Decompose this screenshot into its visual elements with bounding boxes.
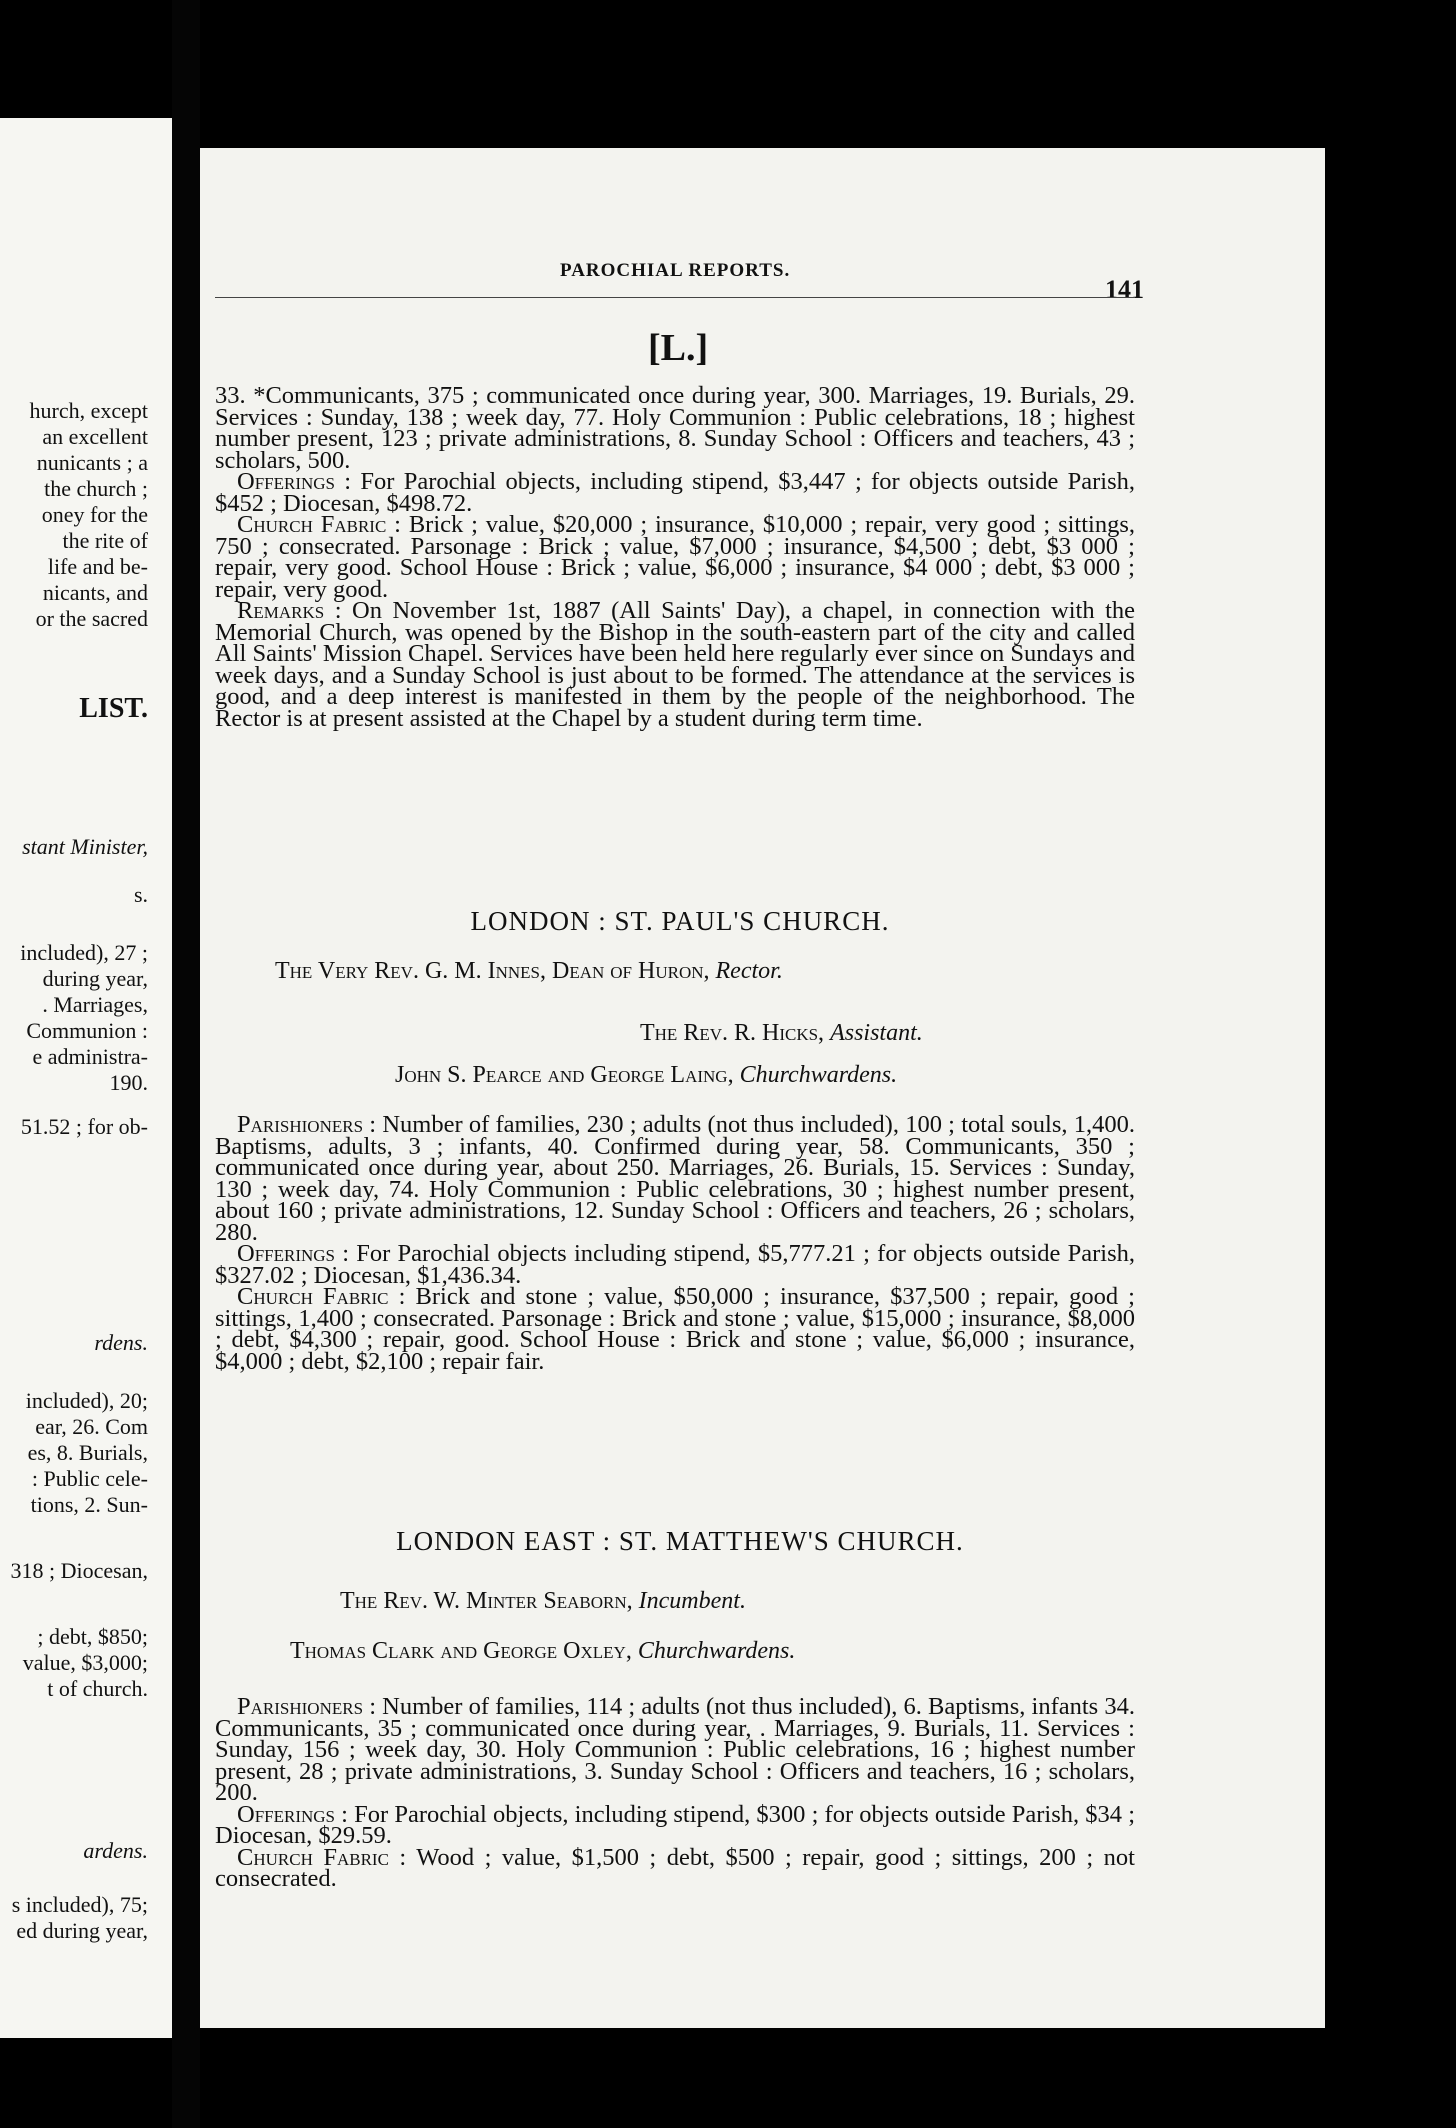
remarks-text: On November 1st, 1887 (All Saints' Day), a chapel, in connection with the Memorial Church, was opened by the Bishop in the south-eastern part of the city and called All Saints' Mission Chapel. Services have been held here regularly ever since on Sundays and week days, and a Sunday School is just about to be formed. The attendance at the services is good, and a deep interest is manifested in them by the people of the neighborhood. The Rector is at present assisted at the Chapel by a student during term time.: [215, 597, 1136, 732]
left-page-line: rdens.: [94, 1330, 148, 1355]
church-fabric-paragraph: [215, 1843, 1135, 1892]
offerings-text: For Parochial objects, including stipend, $300 ; for objects outside Parish, $34 ; Diocesan, $29.59.: [215, 1800, 1135, 1849]
first-entry: [215, 382, 1136, 732]
church-fabric-label: Church Fabric :: [237, 1283, 406, 1310]
left-page-line: or the sacred: [35, 606, 148, 631]
church-fabric-paragraph: [215, 511, 1135, 603]
church-fabric-label: Church Fabric :: [237, 1843, 407, 1871]
left-page-line: hurch, except: [29, 398, 148, 423]
remarks-label: Remarks :: [237, 597, 342, 624]
left-page-fragment: [0, 118, 172, 2038]
assistant-name: The Rev. R. Hicks,: [640, 1020, 825, 1046]
left-page-line: s included), 75;: [11, 1892, 148, 1917]
wardens-role: Churchwardens.: [637, 1638, 796, 1664]
left-page-line: tions, 2. Sun-: [30, 1492, 148, 1517]
st-pauls-heading: LONDON : ST. PAUL'S CHURCH.: [470, 906, 890, 936]
left-page-line: oney for the: [41, 502, 148, 527]
left-page-line: t of church.: [47, 1676, 148, 1701]
assistant-role: Assistant.: [830, 1020, 923, 1046]
church-fabric-paragraph: [215, 1283, 1135, 1375]
communicants-paragraph: 33. *Communicants, 375 ; communicated once during year, 300. Marriages, 19. Burials, 29. Services : Sunday, 138 ; week day, 77. Holy Communion : Public celebrations, 18 ; highest number present, 123 ; private administrations, 8. Sunday School : Officers and teachers, 43 ; scholars, 500.: [215, 382, 1135, 474]
remarks-paragraph: [215, 597, 1136, 732]
st-matthews-heading: LONDON EAST : ST. MATTHEW'S CHURCH.: [396, 1526, 964, 1556]
incumbent-line: [340, 1588, 746, 1615]
wardens-names: Thomas Clark and George Oxley,: [290, 1638, 632, 1664]
rector-role: Rector.: [715, 958, 783, 984]
st-pauls-wardens-line: [395, 1062, 897, 1089]
parishioners-text: Number of families, 114 ; adults (not thus included), 6. Baptisms, infants 34. Communicants, 35 ; communicated once during year, . Marriages, 9. Burials, 11. Services : Sunday, 156 ; week day, 30. Holy Communion : Public celebrations, 16 ; highest number present, 28 ; private administrations, 3. Sunday School : Officers and teachers, 16 ; scholars, 200.: [215, 1693, 1135, 1806]
offerings-paragraph: [215, 1800, 1135, 1849]
left-page-line: during year,: [42, 966, 148, 991]
left-page-line: stant Minister,: [22, 834, 148, 859]
book-gutter: [172, 0, 200, 2128]
left-page-line: 318 ; Diocesan,: [10, 1558, 148, 1583]
left-page-line: ed during year,: [16, 1918, 148, 1943]
left-page-line: 190.: [109, 1070, 148, 1095]
church-fabric-label: Church Fabric :: [237, 511, 401, 538]
church-fabric-text: Wood ; value, $1,500 ; debt, $500 ; repair, good ; sittings, 200 ; not consecrated.: [215, 1843, 1135, 1892]
left-page-line: value, $3,000;: [22, 1650, 148, 1675]
incumbent-role: Incumbent.: [638, 1588, 746, 1614]
offerings-label: Offerings :: [237, 1800, 348, 1828]
wardens-names: John S. Pearce and George Laing,: [395, 1062, 734, 1088]
wardens-role: Churchwardens.: [739, 1062, 898, 1088]
header-rule: [215, 297, 1135, 298]
section-mark: [L.]: [648, 327, 709, 369]
rector-name: The Very Rev. G. M. Innes, Dean of Huron,: [275, 958, 710, 984]
left-page-heading: LIST.: [79, 693, 148, 724]
offerings-label: Offerings :: [237, 1240, 350, 1267]
st-matthews-wardens-line: [290, 1638, 795, 1665]
left-page-line: s.: [133, 882, 148, 907]
running-head: PAROCHIAL REPORTS.: [560, 260, 791, 281]
left-page-line: Communion :: [26, 1018, 148, 1043]
left-page-line: the church ;: [44, 476, 148, 501]
rector-line: [275, 958, 783, 985]
assistant-line: [640, 1020, 923, 1047]
left-page-line: 51.52 ; for ob-: [20, 1114, 148, 1139]
left-page-line: ear, 26. Com: [35, 1414, 148, 1439]
parishioners-paragraph: [215, 1111, 1135, 1246]
st-matthews-report: [215, 1693, 1135, 1892]
st-pauls-report: [215, 1111, 1135, 1375]
offerings-text: For Parochial objects, including stipend, $3,447 ; for objects outside Parish, $452 ; Diocesan, $498.72.: [215, 468, 1135, 517]
parishioners-label: Parishioners :: [237, 1111, 377, 1138]
left-page-line: ardens.: [83, 1838, 148, 1863]
church-fabric-text: Brick ; value, $20,000 ; insurance, $10,000 ; repair, very good ; sittings, 750 ; consecrated. Parsonage : Brick ; value, $7,000 ; insurance, $4,500 ; debt, $3 000 ; repair, very good. School House : Brick ; value, $6,000 ; insurance, $4 000 ; debt, $3 000 ; repair, very good.: [215, 511, 1135, 603]
left-page-line: ; debt, $850;: [37, 1624, 148, 1649]
left-page-line: : Public cele-: [31, 1466, 148, 1491]
parishioners-text: Number of families, 230 ; adults (not thus included), 100 ; total souls, 1,400. Baptisms, adults, 3 ; infants, 40. Confirmed during year, 58. Communicants, 350 ; communicated once during year, about 250. Marriages, 26. Burials, 15. Services : Sunday, 130 ; week day, 74. Holy Communion : Public celebrations, 30 ; highest number present, about 160 ; private administrations, 12. Sunday School : Officers and teachers, 26 ; scholars, 280.: [215, 1111, 1135, 1246]
left-page-line: included), 20;: [25, 1388, 148, 1413]
church-fabric-text: Brick and stone ; value, $50,000 ; insurance, $37,500 ; repair, good ; sittings, 1,400 ; consecrated. Parsonage : Brick and stone ; value, $15,000 ; insurance, $8,000 ; debt, $4,300 ; repair, good. School House : Brick and stone ; value, $6,000 ; insurance, $4,000 ; debt, $2,100 ; repair fair.: [215, 1283, 1135, 1375]
page-number: 141: [1105, 275, 1144, 304]
left-page-line: life and be-: [47, 554, 148, 579]
offerings-paragraph: [215, 468, 1135, 517]
offerings-text: For Parochial objects including stipend, $5,777.21 ; for objects outside Parish, $327.02 ; Diocesan, $1,436.34.: [215, 1240, 1135, 1289]
left-page-line: the rite of: [62, 528, 148, 553]
parishioners-label: Parishioners :: [237, 1693, 376, 1720]
offerings-paragraph: [215, 1240, 1135, 1289]
left-page-line: . Marriages,: [42, 992, 148, 1017]
left-page-line: included), 27 ;: [20, 940, 148, 965]
offerings-label: Offerings :: [237, 468, 352, 495]
right-page: [200, 148, 1325, 2028]
incumbent-name: The Rev. W. Minter Seaborn,: [340, 1588, 633, 1614]
left-page-line: nicants, and: [42, 580, 148, 605]
left-page-line: es, 8. Burials,: [27, 1440, 148, 1465]
parishioners-paragraph: [215, 1693, 1135, 1806]
left-page-line: e administra-: [32, 1044, 148, 1069]
left-page-line: an excellent: [42, 424, 148, 449]
left-page-line: nunicants ; a: [36, 450, 148, 475]
